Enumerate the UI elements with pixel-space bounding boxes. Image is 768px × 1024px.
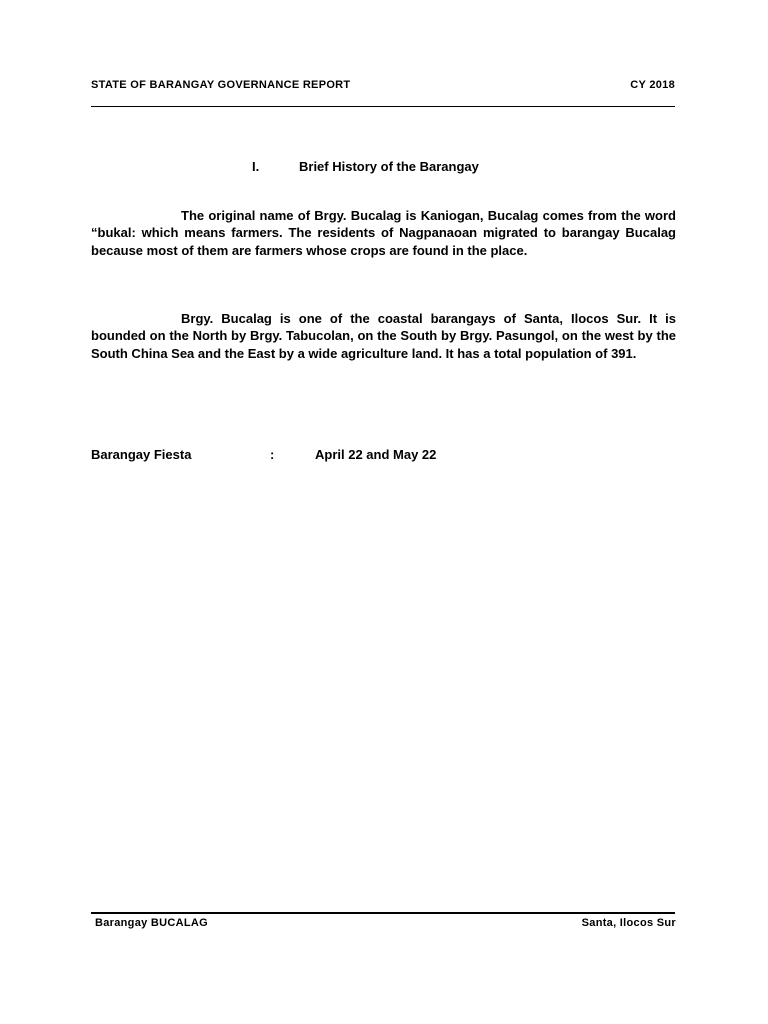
fiesta-label: Barangay Fiesta	[91, 447, 192, 462]
section-title: Brief History of the Barangay	[299, 159, 479, 174]
report-year: CY 2018	[630, 79, 675, 91]
page-header	[91, 79, 676, 97]
report-title: STATE OF BARANGAY GOVERNANCE REPORT	[91, 79, 351, 91]
footer-barangay: Barangay BUCALAG	[95, 917, 208, 929]
history-paragraph: The original name of Brgy. Bucalag is Kaniogan, Bucalag comes from the word “bukal: which means farmers. The residents of Nagpanaoan migrated to barangay Bucalag because most of them are farmers whose crops are found in the place.	[91, 208, 676, 258]
footer-divider	[91, 912, 675, 914]
fiesta-dates: April 22 and May 22	[315, 447, 437, 462]
fiesta-row	[91, 447, 676, 465]
header-divider	[91, 106, 675, 107]
fiesta-separator: :	[270, 447, 275, 462]
location-paragraph: Brgy. Bucalag is one of the coastal barangays of Santa, Ilocos Sur. It is bounded on the North by Brgy. Tabucolan, on the South by Brgy. Pasungol, on the west by the South China Sea and the East by a wide agriculture land. It has a total population of 391.	[91, 311, 676, 361]
page-footer	[95, 917, 676, 935]
section-number: I.	[252, 159, 260, 174]
footer-location: Santa, Ilocos Sur	[581, 917, 676, 929]
